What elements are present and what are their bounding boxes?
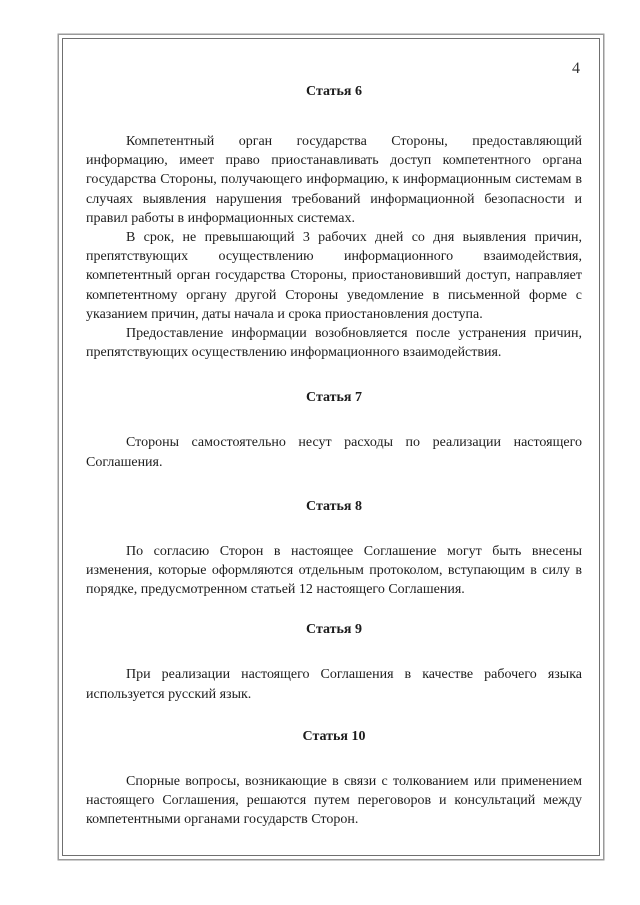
article-8-paragraph-1: По согласию Сторон в настоящее Соглашение могут быть внесены изменения, которые оформляются отдельным протоколом, вступающим в силу в порядке, предусмотренном статьей 12 настоящего Соглашения. [86,543,582,598]
article-6-heading: Статья 6 [306,84,362,99]
article-10-paragraph-1: Спорные вопросы, возникающие в связи с толкованием или применением настоящего Соглашения, решаются путем переговоров и консультаций между компетентными органами государств Сторон. [86,773,582,828]
page-number: 4 [572,60,580,77]
article-10-heading: Статья 10 [302,728,366,744]
article-9-heading: Статья 9 [306,622,362,638]
article-9-paragraph-1: При реализации настоящего Соглашения в качестве рабочего языка используется русский язык. [86,667,582,702]
article-7-heading: Статья 7 [306,390,362,406]
article-6-paragraph-1: Компетентный орган государства Стороны, предоставляющий информацию, имеет право приостанавливать доступ компетентного органа государства Стороны, получающего информацию, к информационным системам в случаях выявления нарушения требований информационной безопасности и правил работы в информационных системах. [86,134,582,226]
article-6-paragraph-2: В срок, не превышающий 3 рабочих дней со дня выявления причин, препятствующих осуществлению информационного взаимодействия, компетентный орган государства Стороны, приостановивший доступ, направляет компетентному органу другой Стороны уведомление в письменной форме с указанием причин, даты начала и срока приостановления доступа. [86,230,582,322]
article-8-heading: Статья 8 [306,498,362,514]
article-7-paragraph-1: Стороны самостоятельно несут расходы по реализации настоящего Соглашения. [86,435,582,470]
article-6-paragraph-3: Предоставление информации возобновляется после устранения причин, препятствующих осуществлению информационного взаимодействия. [86,326,582,361]
document-body [86,84,582,829]
